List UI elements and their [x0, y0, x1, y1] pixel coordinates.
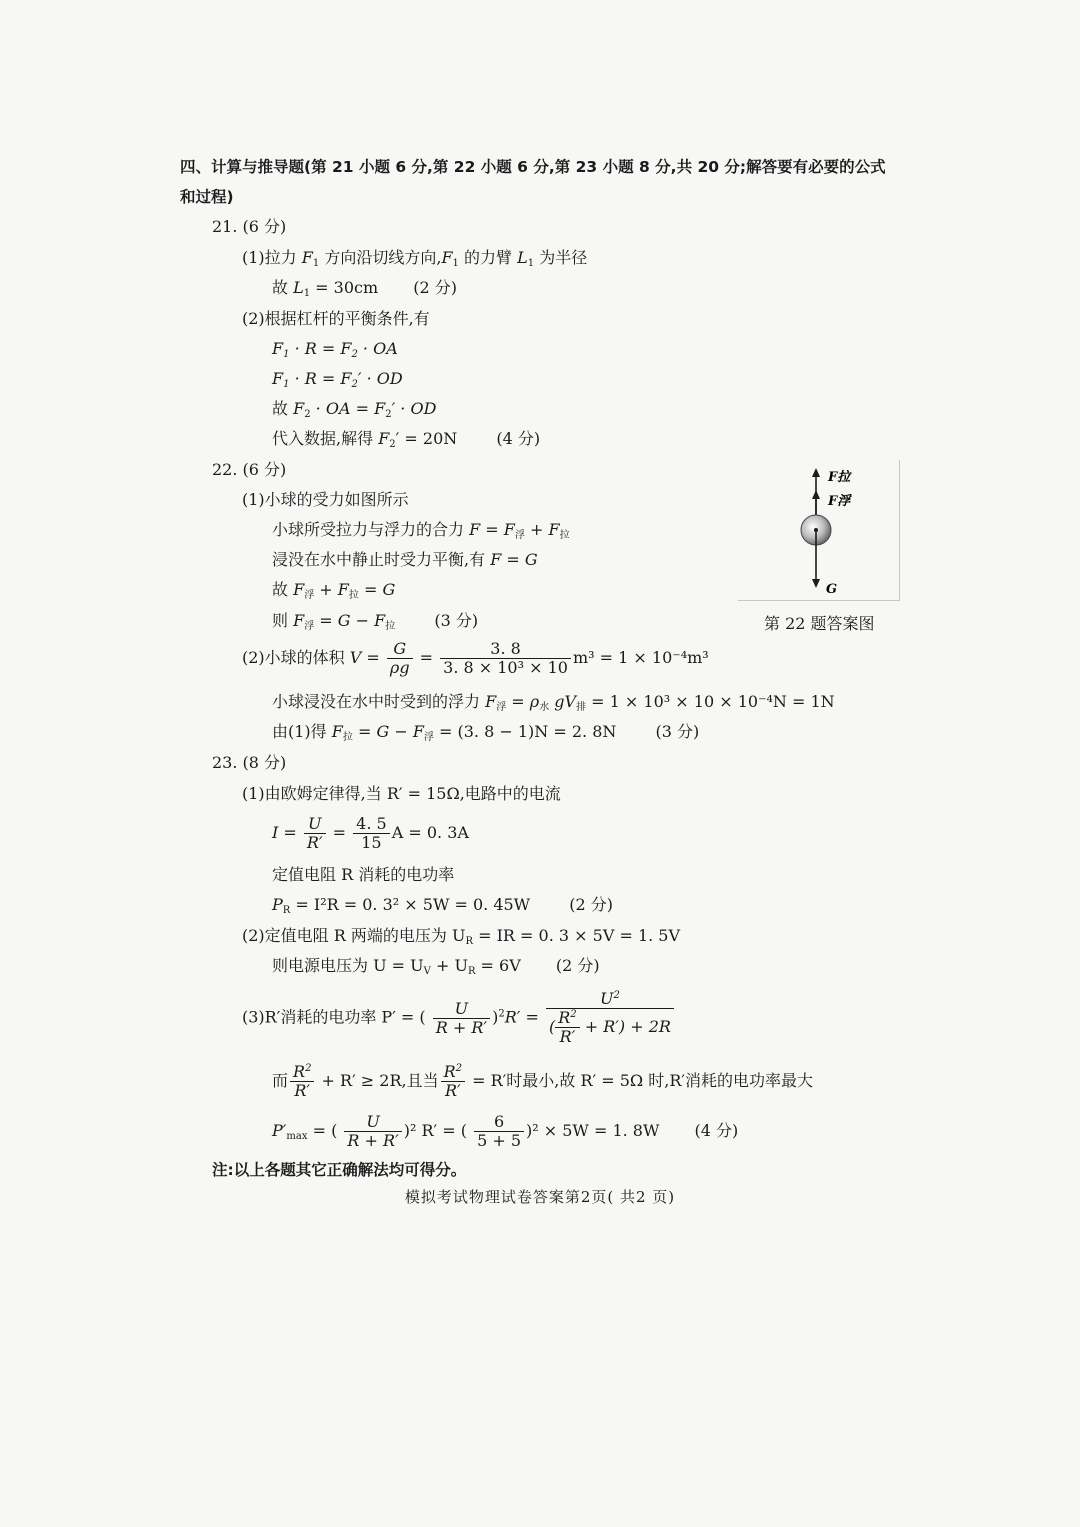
- q21-eq3: 故 $F_2$ · OA = $F_2'$ · OD: [272, 399, 437, 420]
- q22-result: 由(1)得 $F_拉 = G - F_浮 = (3$. 8 − 1)N = 2. 8N (3 分): [272, 722, 700, 743]
- q21-eq2: $F_1 \cdot R = F_2'$ · OD: [272, 369, 403, 390]
- q23-current-eq: I = $\frac{U}{R'}$ = $\frac{4. 5}{15}$ A = 0. 3A: [272, 814, 469, 852]
- buoyancy-arrowhead-icon: [812, 490, 820, 499]
- pull-arrowhead-icon: [812, 468, 820, 477]
- q23-power-general: (3)R′消耗的电功率 P′ = ( $\frac{U}{R + R'}$ )$^2$R′ = $U^2$ ( $\frac{R^2}{R'}$ + R′) + 2R: [242, 990, 676, 1046]
- q22-line3: 浸没在水中静止时受力平衡,有 F = G: [272, 550, 538, 569]
- fraction: $\frac{R^2}{R'}$: [290, 1063, 314, 1100]
- fraction: $\frac{4. 5}{15}$: [353, 815, 390, 852]
- fraction: $\frac{6}{5 + 5}$: [474, 1113, 524, 1150]
- gravity-force-label: G: [826, 582, 838, 597]
- q23-source-voltage: 则电源电压为 $U = U_V + U_R = 6V$ (2 分): [272, 956, 600, 977]
- q23-voltage-eq: (2)定值电阻 R 两端的电压为 $U_R$ = IR = 0. 3 × 5V = 1. 5V: [242, 926, 681, 947]
- pull-force-label: F拉: [828, 470, 851, 485]
- q22-buoyancy-eq: 小球浸没在水中时受到的浮力 $F_浮 = \rho_水$ $gV_排 = 1 \times 10^3 \times 10 \times 10^{-4}N = 1N$: [272, 692, 835, 713]
- force-diagram-svg: [738, 460, 899, 600]
- section-header-line1: 四、计算与推导题(第 21 小题 6 分,第 22 小题 6 分,第 23 小题 8 分,共 20 分;解答要有必要的公式: [180, 158, 886, 176]
- q23-power-eq: $P_R = I^2R = 0$. 3² × 5W = 0. 45W (2 分): [272, 895, 613, 916]
- fraction: $U^2$ ( $\frac{R^2}{R'}$ + R′) + 2R: [546, 990, 674, 1046]
- fraction: $\frac{G}{\rho g}$: [387, 640, 413, 677]
- q22-line4: 故 $F_浮 + F_拉 = G$: [272, 580, 396, 601]
- q22-line2: 小球所受拉力与浮力的合力 $F = F_浮 + F_拉$: [272, 520, 570, 541]
- q21-eq1: $F_1 \cdot R = F_2$ · OA: [272, 339, 398, 360]
- gravity-arrowhead-icon: [812, 579, 820, 588]
- q22-line1: (1)小球的受力如图所示: [242, 490, 409, 509]
- q22-figure-caption: 第 22 题答案图: [764, 614, 875, 633]
- q22-heading: 22. (6 分): [212, 460, 287, 479]
- q21-line2: 故 $L_1 = 30cm$ (2 分): [272, 278, 458, 299]
- q22-force-diagram: [738, 460, 900, 601]
- fraction: $\frac{U}{R + R'}$: [344, 1113, 401, 1150]
- grading-note: 注:以上各题其它正确解法均可得分。: [212, 1161, 467, 1179]
- page-footer: 模拟考试物理试卷答案第2页( 共2 页): [404, 1188, 676, 1206]
- fraction: $\frac{R^2}{R'}$: [441, 1063, 465, 1100]
- q23-line3: 定值电阻 R 消耗的电功率: [272, 865, 455, 884]
- q23-min-condition: 而 $\frac{R^2}{R'}$ + R′ ≥ 2R,且当 $\frac{R^2}{R'}$ = R′时最小,故 R′ = 5Ω 时,R′消耗的电功率最大: [272, 1062, 814, 1100]
- q21-line1: (1)拉力 $F_1$ 方向沿切线方向$,F_1$ 的力臂 $L_1$ 为半径: [242, 248, 588, 269]
- q21-line3: (2)根据杠杆的平衡条件,有: [242, 309, 430, 328]
- q23-line1: (1)由欧姆定律得,当 R′ = 15Ω,电路中的电流: [242, 784, 561, 803]
- fraction: $\frac{U}{R + R'}$: [433, 1000, 490, 1037]
- fraction: $\frac{3. 8}{\text{3. 8 × 10³ × 10}}$: [440, 640, 571, 677]
- q23-max-power-eq: $P'_{max}$ = ( $\frac{U}{R + R'}$ )² R′ = ( $\frac{6}{5 + 5}$ )² × 5W = 1. 8W (4 分): [272, 1112, 739, 1150]
- q22-volume-eq: (2)小球的体积 V = $\frac{G}{\rho g}$ = $\frac{3. 8}{\text{3. 8 × 10³ × 10}}$ m³ = 1 × 10⁻⁴m³: [242, 639, 709, 677]
- fraction: $\frac{U}{R'}$: [304, 815, 326, 852]
- q22-line5: 则 $F_浮 = G - F_拉$ (3 分): [272, 611, 479, 632]
- q21-heading: 21. (6 分): [212, 217, 287, 236]
- buoyancy-force-label: F浮: [828, 494, 851, 509]
- ball-center-point: [814, 528, 818, 532]
- q21-result: 代入数据,解得 $F_2' = 20N$ (4 分): [272, 429, 541, 450]
- q23-heading: 23. (8 分): [212, 753, 287, 772]
- section-header-line2: 和过程): [180, 188, 234, 206]
